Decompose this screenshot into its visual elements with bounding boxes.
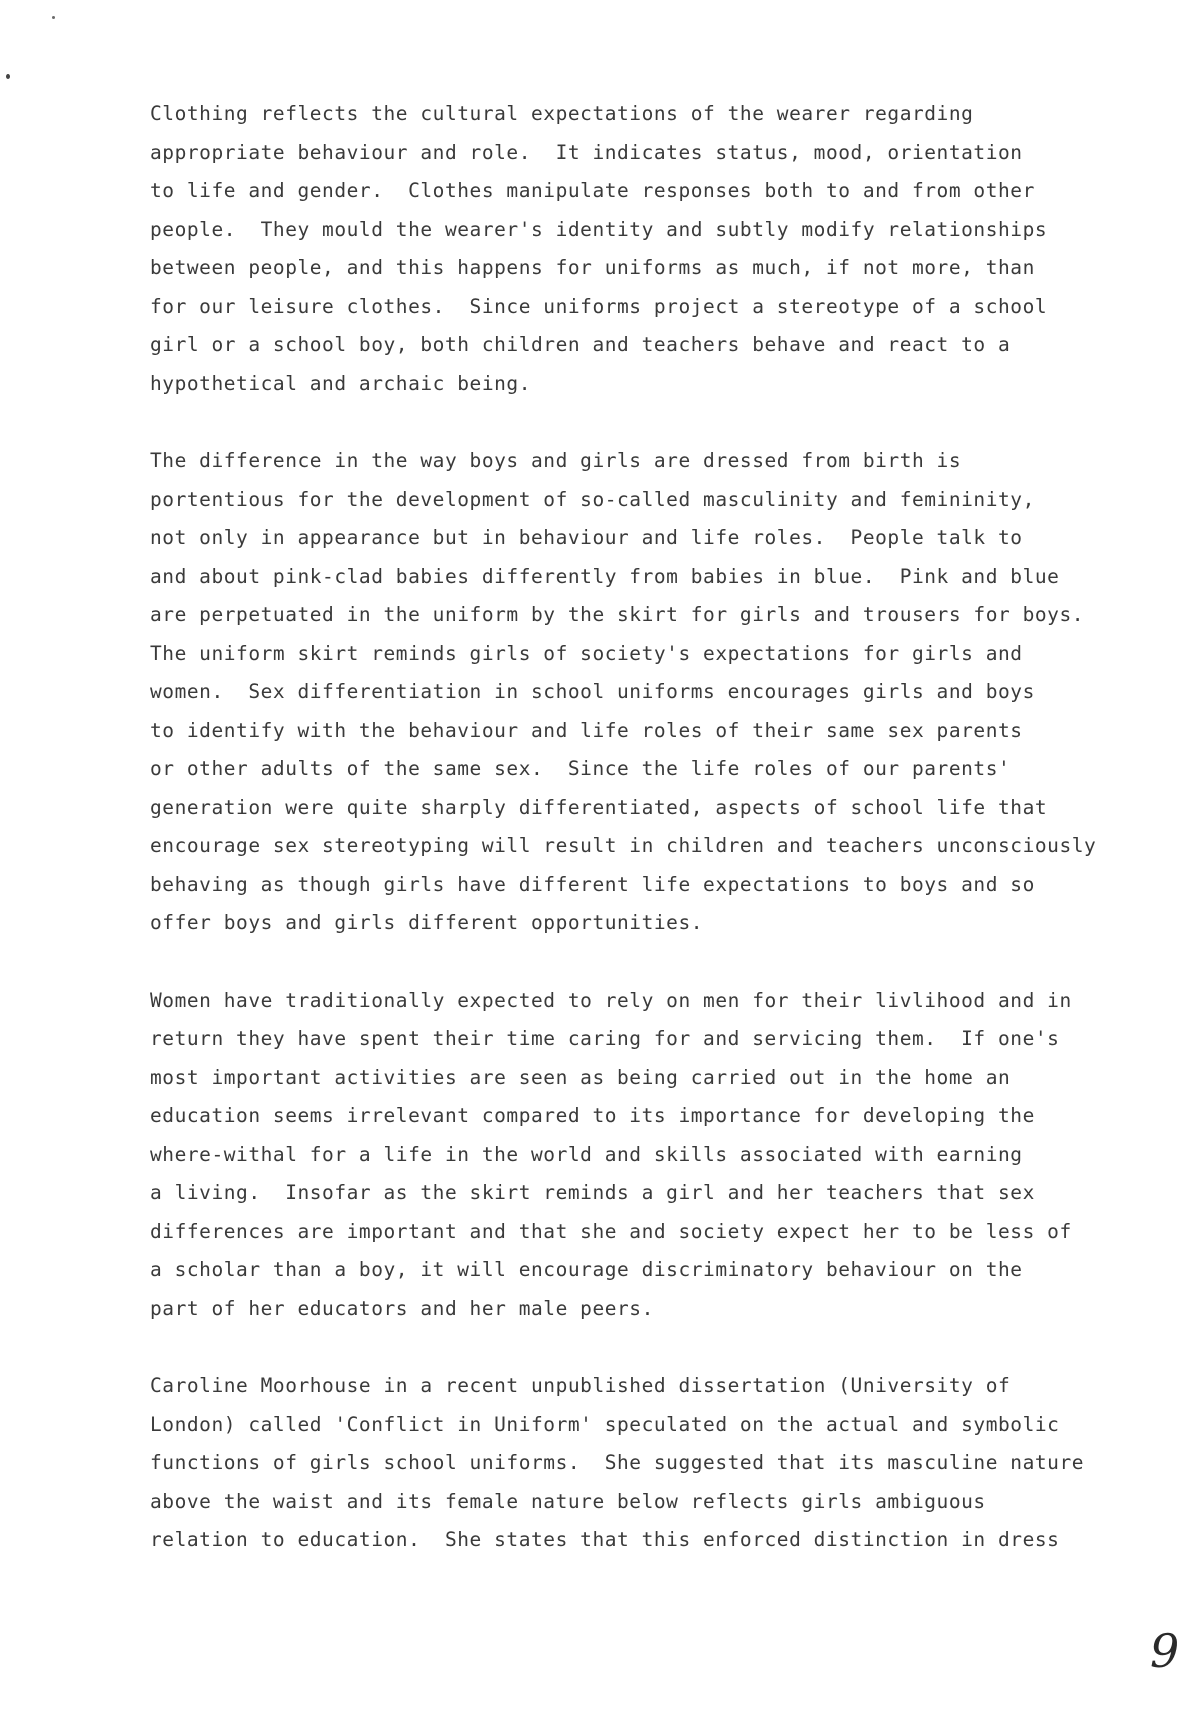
text-line: people. They mould the wearer's identity and subtly modify relationships: [150, 217, 1048, 241]
text-line: for our leisure clothes. Since uniforms project a stereotype of a school: [150, 294, 1048, 318]
text-line: above the waist and its female nature below reflects girls ambiguous: [150, 1489, 986, 1513]
text-line: offer boys and girls different opportunities.: [150, 911, 704, 934]
text-line: to identify with the behaviour and life roles of their same sex parents: [150, 718, 1023, 742]
paragraph-women: [150, 982, 1170, 1329]
text-line: part of her educators and her male peers.: [150, 1296, 654, 1320]
scan-speck: [52, 16, 55, 19]
paragraph-moorhouse: [150, 1367, 1170, 1560]
text-line: women. Sex differentiation in school uniforms encourages girls and boys: [150, 680, 1035, 703]
paragraph-difference: [150, 442, 1170, 943]
text-line: generation were quite sharply differentiated, aspects of school life that: [150, 795, 1048, 819]
text-line: between people, and this happens for uniforms as much, if not more, than: [150, 256, 1035, 279]
text-line: most important activities are seen as being carried out in the home an: [150, 1065, 1011, 1089]
text-line: relation to education. She states that this enforced distinction in dress: [150, 1528, 1060, 1551]
text-line: hypothetical and archaic being.: [150, 371, 531, 395]
text-line: girl or a school boy, both children and teachers behave and react to a: [150, 333, 1011, 356]
text-line: London) called 'Conflict in Uniform' speculated on the actual and symbolic: [150, 1412, 1060, 1436]
text-line: not only in appearance but in behaviour and life roles. People talk to: [150, 526, 1023, 549]
paragraph-clothing: [150, 95, 1170, 403]
paragraph-gap: [150, 1328, 1170, 1367]
scan-speck: [6, 74, 10, 79]
text-line: Women have traditionally expected to rely on men for their livlihood and in: [150, 988, 1072, 1012]
text-line: functions of girls school uniforms. She suggested that its masculine nature: [150, 1451, 1085, 1474]
text-line: a living. Insofar as the skirt reminds a girl and her teachers that sex: [150, 1181, 1035, 1204]
paragraph-gap: [150, 943, 1170, 982]
text-line: a scholar than a boy, it will encourage discriminatory behaviour on the: [150, 1258, 1023, 1281]
paragraph-gap: [150, 403, 1170, 442]
text-line: appropriate behaviour and role. It indicates status, mood, orientation: [150, 140, 1023, 164]
text-line: to life and gender. Clothes manipulate responses both to and from other: [150, 179, 1035, 202]
document-body: [150, 95, 1170, 1560]
text-line: The difference in the way boys and girls are dressed from birth is: [150, 449, 962, 472]
text-line: Caroline Moorhouse in a recent unpublished dissertation (University of: [150, 1374, 1011, 1397]
text-line: where-withal for a life in the world and skills associated with earning: [150, 1142, 1023, 1166]
text-line: behaving as though girls have different life expectations to boys and so: [150, 872, 1035, 896]
text-line: are perpetuated in the uniform by the skirt for girls and trousers for boys.: [150, 603, 1085, 626]
text-line: differences are important and that she and society expect her to be less of: [150, 1219, 1072, 1243]
text-line: portentious for the development of so-called masculinity and femininity,: [150, 487, 1035, 511]
text-line: education seems irrelevant compared to its importance for developing the: [150, 1104, 1035, 1127]
text-line: The uniform skirt reminds girls of society's expectations for girls and: [150, 641, 1023, 665]
page-number: 9: [1150, 1624, 1180, 1678]
text-line: encourage sex stereotyping will result in children and teachers unconsciously: [150, 834, 1097, 857]
text-line: return they have spent their time caring for and servicing them. If one's: [150, 1027, 1060, 1050]
text-line: or other adults of the same sex. Since the life roles of our parents': [150, 757, 1011, 780]
text-line: Clothing reflects the cultural expectations of the wearer regarding: [150, 102, 974, 125]
text-line: and about pink-clad babies differently from babies in blue. Pink and blue: [150, 564, 1060, 588]
